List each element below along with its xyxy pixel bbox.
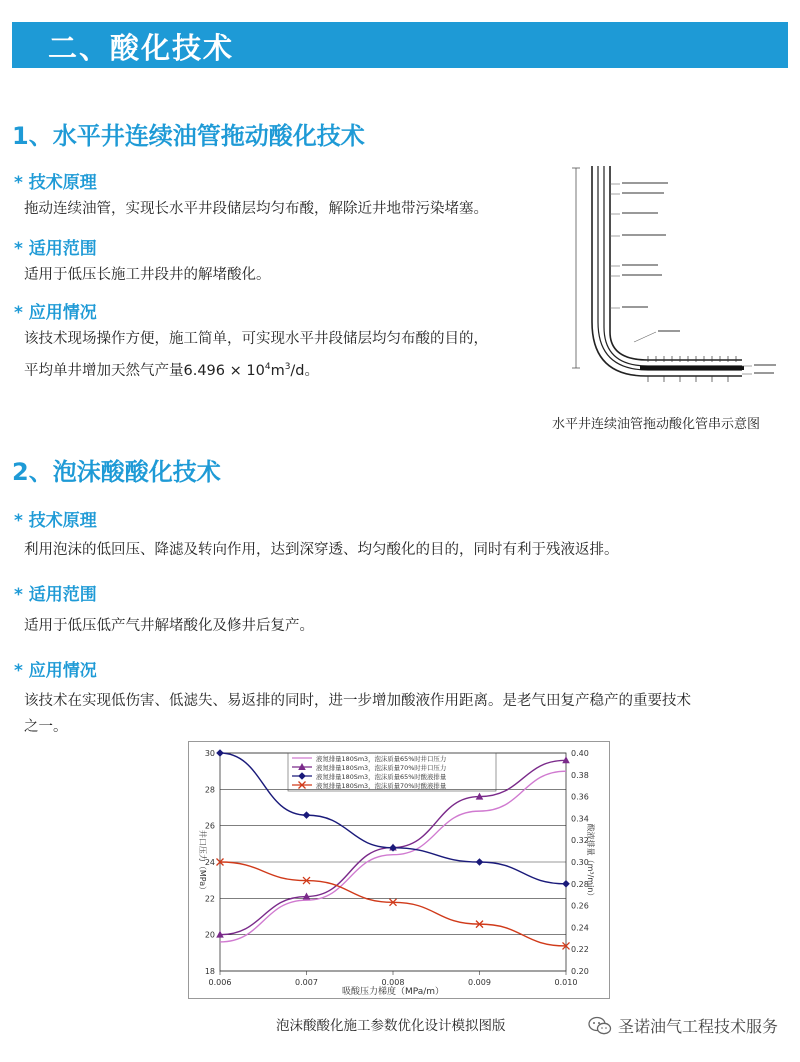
production-text: 平均单井增加天然气产量6.496 × 10 xyxy=(24,362,265,379)
y2-tick-label: 0.20 xyxy=(571,967,589,976)
banner-title: 二、酸化技术 xyxy=(48,31,235,65)
x-tick-label: 0.010 xyxy=(554,978,578,987)
watermark xyxy=(588,1014,778,1037)
y2-tick-label: 0.22 xyxy=(571,945,589,955)
chart-y2label: 酸液排量（m³/min） xyxy=(586,823,595,901)
y2-tick-label: 0.38 xyxy=(571,770,589,780)
section1-application-line1: 该技术现场操作方便，施工简单，可实现水平井段储层均匀布酸的目的， xyxy=(24,331,488,347)
legend-label: 液氮排量180Sm3，泡沫质量65%时酸液排量 xyxy=(316,773,447,781)
section1-scope-heading: * 适用范围 xyxy=(14,239,97,259)
y-tick-label: 22 xyxy=(204,894,215,904)
section1-scope-text: 适用于低压长施工井段井的解堵酸化。 xyxy=(24,267,271,283)
coiled-tubing-schematic xyxy=(556,162,782,384)
section2-scope-heading: * 适用范围 xyxy=(14,585,97,605)
exponent-4: 4 xyxy=(264,362,271,372)
x-tick-label: 0.007 xyxy=(295,978,318,987)
section1-title: 1、水平井连续油管拖动酸化技术 xyxy=(12,122,365,150)
x-tick-label: 0.006 xyxy=(208,978,232,987)
x-tick-label: 0.009 xyxy=(468,978,491,987)
section1-application-line2 xyxy=(24,354,319,384)
y-tick-label: 24 xyxy=(204,858,215,867)
chart-ylabel: 井口压力（MPa） xyxy=(198,829,207,895)
y2-tick-label: 0.36 xyxy=(571,792,589,802)
chart-caption: 泡沫酸酸化施工参数优化设计模拟图版 xyxy=(276,1018,506,1034)
section2-principle-heading: * 技术原理 xyxy=(14,511,97,531)
legend-label: 液氮排量180Sm3，泡沫质量65%时井口压力 xyxy=(316,755,447,763)
chart-xlabel: 吸酸压力梯度（MPa/m） xyxy=(341,987,445,997)
section-banner xyxy=(12,22,788,68)
section2-title: 2、泡沫酸酸化技术 xyxy=(12,458,221,486)
unit-m: m xyxy=(270,362,285,379)
y-tick-label: 18 xyxy=(204,967,215,976)
y-tick-label: 28 xyxy=(204,785,215,795)
wechat-icon xyxy=(588,1016,612,1036)
legend-label: 液氮排量180Sm3，泡沫质量70%时酸液排量 xyxy=(316,782,447,790)
y2-tick-label: 0.32 xyxy=(571,836,589,846)
y2-tick-label: 0.34 xyxy=(571,814,589,824)
foam-acid-chart xyxy=(188,741,610,999)
y-tick-label: 30 xyxy=(204,749,215,758)
y2-tick-label: 0.26 xyxy=(571,901,589,911)
y2-tick-label: 0.40 xyxy=(571,749,589,758)
legend-label: 液氮排量180Sm3，泡沫质量70%时井口压力 xyxy=(316,764,447,772)
section2-scope-text: 适用于低压低产气井解堵酸化及修井后复产。 xyxy=(24,618,314,634)
y-tick-label: 20 xyxy=(204,930,215,940)
y-tick-label: 26 xyxy=(204,821,215,831)
section2-application-line2: 之一。 xyxy=(24,719,68,735)
watermark-text: 圣诺油气工程技术服务 xyxy=(617,1017,778,1036)
section1-principle-text: 拖动连续油管，实现长水平井段储层均匀布酸，解除近井地带污染堵塞。 xyxy=(24,201,488,217)
section2-application-heading: * 应用情况 xyxy=(14,661,97,681)
x-tick-label: 0.008 xyxy=(381,978,405,987)
section2-application-line1: 该技术在实现低伤害、低滤失、易返排的同时，进一步增加酸液作用距离。是老气田复产稳产的重要技术 xyxy=(24,693,691,709)
y2-tick-label: 0.24 xyxy=(571,923,589,933)
section1-principle-heading: * 技术原理 xyxy=(14,173,97,193)
unit-tail: /d。 xyxy=(290,362,320,379)
y2-tick-label: 0.30 xyxy=(571,858,589,867)
schematic-caption: 水平井连续油管拖动酸化管串示意图 xyxy=(552,417,761,432)
exponent-3: 3 xyxy=(284,362,291,372)
section1-application-heading: * 应用情况 xyxy=(14,303,97,323)
y2-tick-label: 0.28 xyxy=(571,879,589,889)
section2-principle-text: 利用泡沫的低回压、降滤及转向作用，达到深穿透、均匀酸化的目的，同时有利于残液返排。 xyxy=(24,542,619,558)
